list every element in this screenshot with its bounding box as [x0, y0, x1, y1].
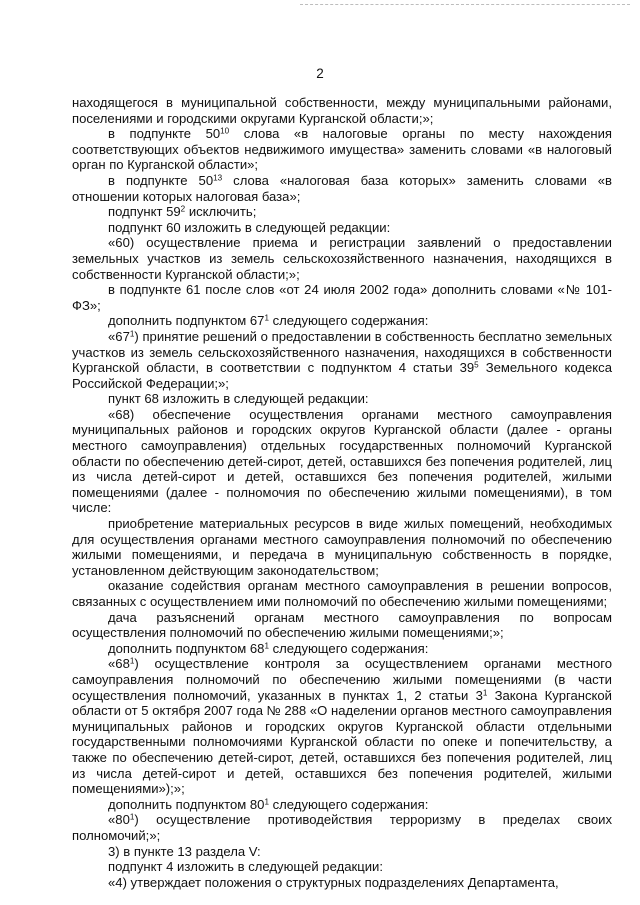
- text-run: следующего содержания:: [268, 640, 429, 656]
- text-run: «4) утверждает положения о структурных подразделениях Департамента,: [108, 874, 559, 890]
- paragraph: [72, 313, 612, 329]
- paragraph: [72, 578, 612, 609]
- text-run: Закона Курганской области от 5 октября 2007 года № 288 «О наделении органов местного самоуправления муниципальных районов и городских округов Курганской области отдельными государственными полномочиями Курганской области по опеке и попечительству, а также по обеспечению детей-сирот, детей, оставшихся без попечения родителей, лиц из числа детей-сирот и детей, оставшихся без попечения родителей, жилыми помещениями»);»;: [72, 687, 612, 797]
- text-run: ) осуществление противодействия терроризму в пределах своих полномочий;»;: [72, 812, 612, 843]
- paragraph: [72, 656, 612, 796]
- text-run: подпункт 4 изложить в следующей редакции:: [108, 859, 383, 875]
- paragraph: [72, 282, 612, 313]
- paragraph: [72, 220, 612, 236]
- superscript: 1: [129, 329, 135, 339]
- text-run: «68) обеспечение осуществления органами местного самоуправления муниципальных районов и городских округов Курганской области (далее - органы местного самоуправления) отдельных государственных полномочий Курганской области по обеспечению детей-сирот, детей, оставшихся без попечения родителей, лиц из числа детей-сирот и детей, оставшихся без попечения родителей, жилыми помещениями (далее - полномочия по обеспечению жилыми помещениями), в том числе:: [72, 406, 612, 516]
- paragraph: [72, 126, 612, 173]
- text-run: следующего содержания:: [268, 313, 429, 329]
- paragraph: [72, 641, 612, 657]
- text-run: дача разъяснений органам местного самоуправления по вопросам осуществления полномочий по обеспечению жилыми помещениями;»;: [72, 609, 612, 641]
- superscript: 5: [474, 360, 479, 370]
- text-run: в подпункте 50: [108, 172, 214, 188]
- paragraph: [72, 235, 612, 282]
- text-run: оказание содействия органам местного самоуправления в решении вопросов, связанных с осуществлением ими полномочий по обеспечению жилыми помещениями;: [72, 578, 612, 609]
- paragraph: [72, 797, 612, 813]
- text-run: находящегося в муниципальной собственности, между муниципальными районами, поселениями и городскими округами Курганской области;»;: [72, 95, 612, 126]
- text-run: приобретение материальных ресурсов в виде жилых помещений, необходимых для осуществления органами местного самоуправления полномочий по обеспечению жилыми помещениями, и передача в муниципальную собственность в порядке, установленном действующим законодательством;: [72, 516, 612, 578]
- text-run: дополнить подпунктом 67: [108, 313, 265, 329]
- paragraph: [72, 859, 612, 875]
- paragraph: [72, 516, 612, 578]
- paragraph: [72, 391, 612, 407]
- superscript: 1: [264, 313, 269, 323]
- text-run: дополнить подпунктом 80: [108, 796, 265, 812]
- paragraph: [72, 173, 612, 204]
- paragraph: [72, 329, 612, 391]
- paragraph: [72, 407, 612, 516]
- paragraph: [72, 204, 612, 220]
- text-run: ) принятие решений о предоставлении в собственность бесплатно земельных участков из земель сельскохозяйственного назначения, находящихся в собственности Курганской области, в соответствии с подпунктом 4 статьи 39: [72, 328, 612, 376]
- superscript: 1: [129, 656, 135, 666]
- superscript: 1: [482, 688, 488, 698]
- superscript: 2: [180, 204, 186, 214]
- paragraph: [72, 95, 612, 126]
- superscript: 1: [264, 797, 269, 807]
- text-run: 3) в пункте 13 раздела V:: [108, 843, 261, 859]
- paragraph: [72, 844, 612, 860]
- superscript: 1: [264, 641, 269, 651]
- text-run: пункт 68 изложить в следующей редакции:: [108, 391, 369, 407]
- text-run: «67: [108, 328, 130, 344]
- text-run: «60) осуществление приема и регистрации заявлений о предоставлении земельных участков из земель сельскохозяйственного назначения, находящихся в собственности Курганской области;»;: [72, 235, 612, 282]
- text-run: слова «налоговая база которых» заменить словами «в отношении которых налоговая база»;: [72, 172, 612, 204]
- paragraph: [72, 812, 612, 843]
- text-run: «80: [108, 812, 130, 828]
- superscript: 13: [213, 173, 223, 183]
- document-body: [72, 95, 612, 890]
- text-run: дополнить подпунктом 68: [108, 640, 265, 656]
- page-number: 2: [316, 66, 324, 81]
- text-run: исключить;: [185, 204, 257, 220]
- paragraph: [72, 610, 612, 641]
- scan-artifact-line: [300, 4, 630, 5]
- text-run: «68: [108, 656, 130, 672]
- text-run: подпункт 60 изложить в следующей редакции:: [108, 219, 391, 235]
- text-run: в подпункте 61 после слов «от 24 июля 2002 года» дополнить словами «№ 101-ФЗ»;: [72, 282, 612, 313]
- superscript: 10: [220, 126, 230, 136]
- paragraph: [72, 875, 612, 891]
- text-run: подпункт 59: [108, 204, 181, 220]
- text-run: следующего содержания:: [268, 796, 429, 812]
- text-run: ) осуществление контроля за осуществлением органами местного самоуправления полномочий по обеспечению жилыми помещениями (в части осуществления полномочий, указанных в пунктах 1, 2 статьи 3: [72, 656, 612, 703]
- text-run: Земельного кодекса Российской Федерации;»;: [72, 360, 613, 391]
- text-run: в подпункте 50: [108, 126, 221, 142]
- superscript: 1: [129, 812, 135, 822]
- text-run: слова «в налоговые органы по месту нахождения соответствующих объектов недвижимого имущества» заменить словами «в налоговый орган по Курганской области»;: [72, 126, 612, 173]
